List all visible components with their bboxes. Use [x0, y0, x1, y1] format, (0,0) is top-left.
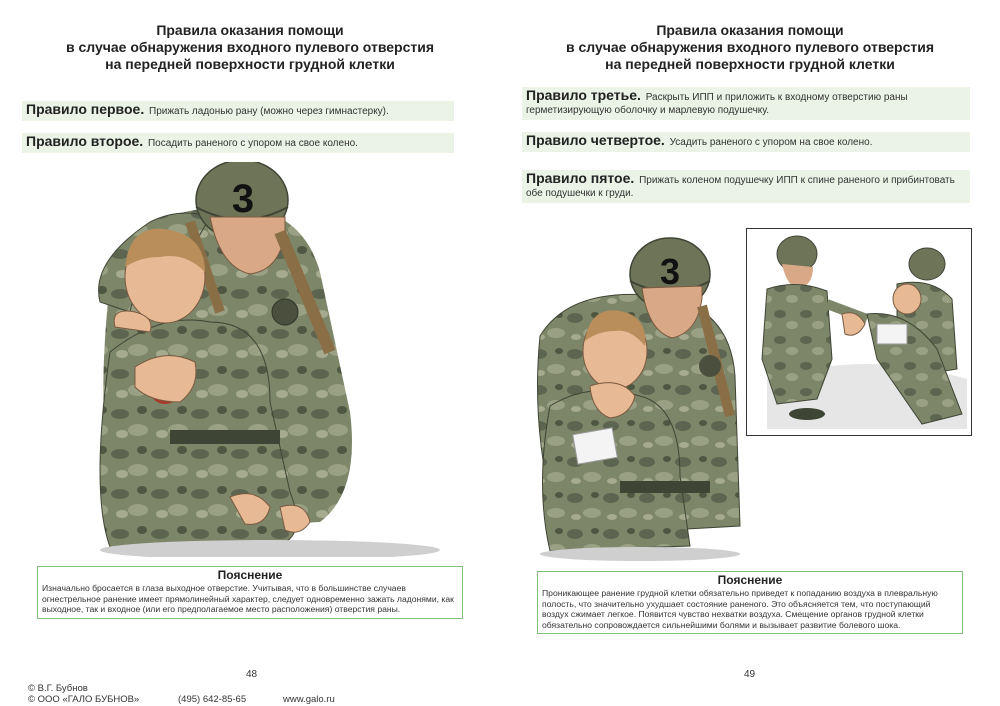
inset-illustration [746, 228, 972, 436]
left-title-line-1: Правила оказания помощи [156, 22, 344, 38]
rule-fourth-name: Правило четвертое. [526, 132, 665, 148]
footer-website: www.galo.ru [283, 694, 335, 705]
rule-third [522, 87, 970, 120]
rule-fifth-text: Прижать коленом подушечку ИПП к спине раненого и прибинтовать обе подушечки к груди. [526, 175, 955, 199]
page-number-left: 48 [246, 669, 258, 680]
footer-phone: (495) 642-85-65 [178, 694, 247, 705]
left-title-line-3: на передней поверхности грудной клетки [105, 56, 395, 72]
rule-fourth [522, 132, 970, 152]
left-page-title [0, 22, 500, 73]
left-title-line-2: в случае обнаружения входного пулевого отверстия [65, 39, 435, 55]
note-box-right [537, 571, 963, 634]
note-text-right: Проникающее ранение грудной клетки обязательно приведет к попаданию воздуха в плевральную полость, что значительно ухудшает состояние раненого. Это объясняется тем, что поступающий воздух сжимает легкое. Появится чувство нехватки воздуха. Смещение органов грудной клетки обязательно сопровождается сильнейшими болями и вызывает развитие болевого шока. [542, 588, 938, 630]
inset-soldiers-illustration [747, 229, 972, 436]
note-text-left: Изначально бросается в глаза выходное отверстие. Учитывая, что в большинстве случаев огнестрельное ранение имеет прямолинейный характер, следует одновременно зажать ладонями, как выходное, так и входное (или его предполагаемое место расположения) отверстия раны. [42, 583, 454, 615]
rule-fifth-name: Правило пятое. [526, 170, 635, 186]
rule-second-name: Правило второе. [26, 133, 144, 149]
soldiers-illustration-left [70, 162, 460, 557]
first-aid-illustration-right [530, 236, 750, 562]
helmet-number-right: 3 [659, 251, 681, 292]
note-heading-right: Пояснение [717, 573, 783, 587]
right-title-line-2: в случае обнаружения входного пулевого отверстия [565, 39, 935, 55]
rule-first [22, 101, 454, 121]
right-page [500, 0, 1000, 706]
rule-third-text: Раскрыть ИПП и приложить к входному отверстию раны герметизирующую оболочку и марлевую подушечку. [526, 92, 908, 116]
first-aid-illustration-left [70, 162, 460, 557]
rule-second-text: Посадить раненого с упором на свое колено. [147, 138, 358, 149]
rule-fourth-text: Усадить раненого с упором на свое колено. [669, 137, 873, 148]
page-number-right: 49 [744, 669, 756, 680]
rule-first-name: Правило первое. [26, 101, 145, 117]
rule-first-text: Прижать ладонью рану (можно через гимнастерку). [149, 106, 389, 117]
note-box-left [37, 566, 463, 619]
right-title-line-3: на передней поверхности грудной клетки [605, 56, 895, 72]
note-heading-left: Пояснение [217, 568, 283, 582]
right-title-line-1: Правила оказания помощи [656, 22, 844, 38]
footer-author: © В.Г. Бубнов [28, 683, 88, 694]
rule-second [22, 133, 454, 153]
soldiers-illustration-right [530, 236, 750, 562]
right-page-title [500, 22, 1000, 73]
rule-fifth [522, 170, 970, 203]
footer-company: © ООО «ГАЛО БУБНОВ» [28, 694, 140, 705]
rule-third-name: Правило третье. [526, 87, 641, 103]
helmet-number-left: 3 [231, 177, 255, 221]
